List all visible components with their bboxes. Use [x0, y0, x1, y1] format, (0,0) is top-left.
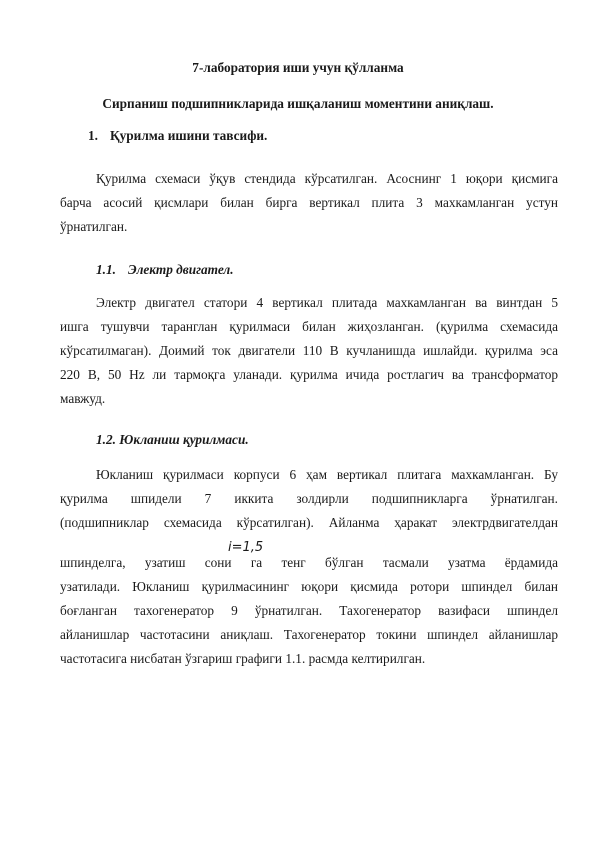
load-line: боғланган тахогенератор 9 ўрнатилган. Тахогенератор вазифаси шпиндел	[60, 603, 558, 618]
motor-line: ишга тушувчи таранглан қурилмаси билан жиҳозланган. (қурилма схемасида	[60, 319, 558, 334]
load-line: шпинделга, узатиш сони га тенг бўлган тасмали узатма ёрдамида	[60, 555, 558, 570]
section-1-1-number: 1.1.	[96, 262, 116, 277]
load-line: Юкланиш қурилмаси корпуси 6 ҳам вертикал плитага махкамланган. Бу	[96, 467, 558, 482]
section-1-title: Қурилма ишини тавсифи.	[110, 128, 268, 143]
section-1-1-title: Электр двигател.	[128, 262, 234, 277]
load-line: частотасига нисбатан ўзгариш графиги 1.1. расмда келтирилган.	[60, 651, 426, 666]
load-line: узатилади. Юкланиш қурилмасининг юқори қисмида ротори шпиндел билан	[60, 579, 558, 594]
document-title: 7-лаборатория иши учун қўлланма	[192, 60, 404, 75]
document-subtitle: Сирпаниш подшипникларида ишқаланиш моментини аниқлаш.	[102, 96, 494, 111]
load-line: айланишлар частотасини аниқлаш. Тахогенератор токини шпиндел айланишлар	[60, 627, 558, 642]
section-1-1-heading	[96, 262, 234, 278]
motor-line: кўрсатилмаган). Доимий ток двигатели 110 В кучланишда ишлайди. қурилма эса	[60, 343, 558, 358]
load-line: (подшипниклар схемасида кўрсатилган). Айланма ҳаракат электрдвигателдан	[60, 515, 558, 530]
intro-line: ўрнатилган.	[60, 219, 128, 234]
section-1-heading	[88, 128, 267, 144]
gear-ratio-formula: i=1,5	[228, 540, 264, 555]
intro-line: Қурилма схемаси ўқув стендида кўрсатилган. Асоснинг 1 юқори қисмига	[96, 171, 558, 186]
section-1-number: 1.	[88, 128, 98, 143]
load-line: қурилма шпидели 7 иккита золдирли подшипникларга ўрнатилган.	[60, 491, 558, 506]
motor-line: 220 В, 50 Hz ли тармоқга уланади. қурилма ичида ростлагич ва трансформатор	[60, 367, 558, 382]
motor-line: Электр двигател статори 4 вертикал плитада махкамланган ва винтдан 5	[96, 295, 558, 310]
section-1-2-heading: 1.2. Юкланиш қурилмаси.	[96, 432, 249, 447]
motor-line: мавжуд.	[60, 391, 106, 406]
intro-line: барча асосий қисмлари билан бирга вертикал плита 3 махкамланган устун	[60, 195, 558, 210]
